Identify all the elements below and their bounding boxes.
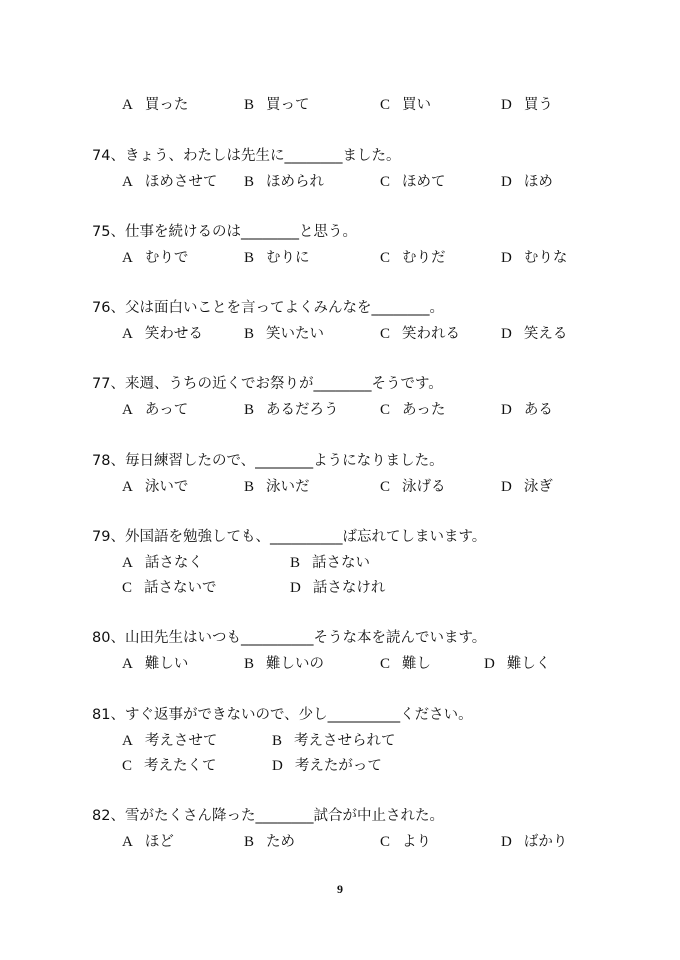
option-c: C 話さないで (122, 580, 217, 596)
options-row (0, 578, 680, 598)
option-c: C あった (380, 402, 446, 418)
option-c: C むりだ (380, 250, 446, 266)
options-row (0, 172, 680, 192)
option-d: D 買う (501, 97, 553, 113)
options-row (0, 477, 680, 497)
options-row (0, 400, 680, 420)
option-c: C 難し (380, 656, 432, 672)
option-a: A ほめさせて (122, 174, 218, 190)
option-a: A 笑わせる (122, 326, 203, 342)
option-b: B 話さない (290, 555, 371, 571)
question-stem: 77、来週、うちの近くでお祭りが________そうです。 (92, 376, 443, 392)
option-c: C 笑われる (380, 326, 461, 342)
option-a: A 買った (122, 97, 189, 113)
question-stem: 74、きょう、わたしは先生に________ました。 (92, 148, 401, 164)
option-d: D むりな (501, 250, 568, 266)
option-b: B ため (244, 834, 296, 850)
option-d: D ばかり (501, 834, 568, 850)
option-d: D ほめ (501, 174, 553, 190)
option-d: D ある (501, 402, 553, 418)
option-a: A 難しい (122, 656, 189, 672)
option-a: A あって (122, 402, 189, 418)
option-b: B むりに (244, 250, 310, 266)
option-d: D 難しく (484, 656, 551, 672)
options-row (0, 731, 680, 751)
options-row (0, 756, 680, 776)
question-stem: 76、父は面白いことを言ってよくみんなを________。 (92, 300, 444, 316)
option-a: A 話さなく (122, 555, 203, 571)
option-c: C 考えたくて (122, 758, 217, 774)
option-c: C 買い (380, 97, 432, 113)
option-a: A ほど (122, 834, 174, 850)
option-a: A 考えさせて (122, 733, 218, 749)
question-stem: 80、山田先生はいつも__________そうな本を読んでいます。 (92, 630, 487, 646)
options-row (0, 248, 680, 268)
option-c: C 泳げる (380, 479, 446, 495)
question-stem: 82、雪がたくさん降った________試合が中止された。 (92, 808, 444, 824)
option-d: D 考えたがって (272, 758, 382, 774)
option-a: A 泳いで (122, 479, 189, 495)
option-c: C ほめて (380, 174, 446, 190)
option-b: B ほめられ (244, 174, 325, 190)
options-row (0, 654, 680, 674)
options-row-top (0, 95, 680, 115)
options-row (0, 324, 680, 344)
option-b: B 買って (244, 97, 310, 113)
option-b: B 考えさせられて (272, 733, 396, 749)
question-stem: 78、毎日練習したので、________ようになりました。 (92, 453, 444, 469)
option-d: D 笑える (501, 326, 568, 342)
question-stem: 81、すぐ返事ができないので、少し__________ください。 (92, 707, 473, 723)
option-b: B あるだろう (244, 402, 339, 418)
option-b: B 笑いたい (244, 326, 325, 342)
page-number: 9 (337, 882, 343, 896)
options-row (0, 553, 680, 573)
option-b: B 難しいの (244, 656, 325, 672)
question-stem: 75、仕事を続けるのは________と思う。 (92, 224, 357, 240)
option-b: B 泳いだ (244, 479, 310, 495)
option-d: D 泳ぎ (501, 479, 553, 495)
option-a: A むりで (122, 250, 189, 266)
question-stem: 79、外国語を勉強しても、__________ば忘れてしまいます。 (92, 529, 487, 545)
options-row (0, 832, 680, 852)
option-c: C より (380, 834, 432, 850)
option-d: D 話さなけれ (290, 580, 386, 596)
